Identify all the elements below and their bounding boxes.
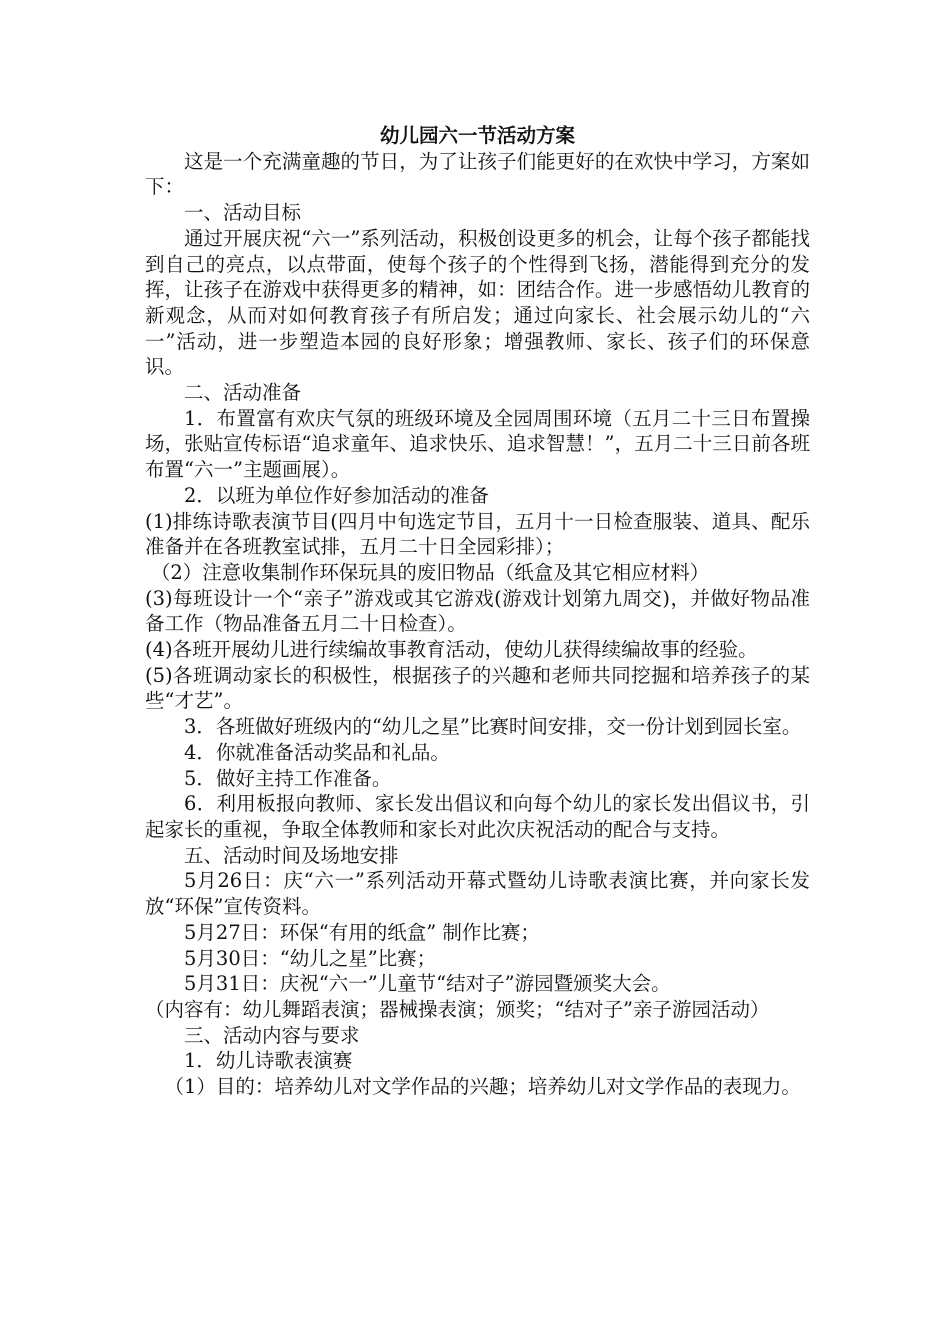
document-body (145, 123, 810, 1100)
paragraph-list (145, 149, 810, 1100)
document-title: 幼儿园六一节活动方案 (379, 124, 575, 147)
paragraph: 4．你就准备活动奖品和礼品。 (184, 740, 450, 764)
paragraph: 通过开展庆祝“六一”系列活动，积极创设更多的机会，让每个孩子都能找到自己的亮点，以点带面，使每个孩子的个性得到飞扬，潜能得到充分的发挥，让孩子在游戏中获得更多的精神，如：团结合作。进一步感悟幼儿教育的新观念，从而对如何教育孩子有所启发；通过向家长、社会展示幼儿的“六一”活动，进一步塑造本园的良好形象；增强教师、家长、孩子们的环保意识。 (145, 226, 810, 379)
paragraph: 这是一个充满童趣的节日，为了让孩子们能更好的在欢快中学习，方案如下： (145, 149, 810, 199)
paragraph: (1)排练诗歌表演节目(四月中旬选定节目，五月十一日检查服装、道具、配乐准备并在各班教室试排，五月二十日全园彩排）； (145, 509, 810, 559)
paragraph: (5)各班调动家长的积极性，根据孩子的兴趣和老师共同挖掘和培养孩子的某些“才艺”。 (145, 663, 810, 713)
paragraph: 1．布置富有欢庆气氛的班级环境及全园周围环境（五月二十三日布置操场，张贴宣传标语“追求童年、追求快乐、追求智慧！”，五月二十三日前各班布置“六一”主题画展）。 (145, 406, 810, 482)
paragraph: 5月30日：“幼儿之星”比赛； (184, 946, 437, 970)
paragraph: 5月26日：庆“六一”系列活动开幕式暨幼儿诗歌表演比赛，并向家长发放“环保”宣传资料。 (145, 869, 810, 919)
paragraph: 三、活动内容与要求 (184, 1023, 360, 1047)
paragraph: (3)每班设计一个“亲子”游戏或其它游戏(游戏计划第九周交)，并做好物品准备工作（物品准备五月二十日检查）。 (145, 586, 810, 636)
paragraph: 5月27日：环保“有用的纸盒” 制作比赛； (184, 920, 540, 944)
paragraph: 5．做好主持工作准备。 (184, 766, 392, 790)
paragraph: 1．幼儿诗歌表演赛 (184, 1049, 353, 1073)
paragraph: (4)各班开展幼儿进行续编故事教育活动，使幼儿获得续编故事的经验。 (145, 638, 758, 662)
paragraph: （1）目的：培养幼儿对文学作品的兴趣；培养幼儿对文学作品的表现力。 (164, 1075, 801, 1099)
paragraph: 5月31日：庆祝“六一”儿童节“结对子”游园暨颁奖大会。 (184, 972, 671, 996)
paragraph: （2）注意收集制作环保玩具的废旧物品（纸盒及其它相应材料） (150, 560, 710, 584)
paragraph: （内容有：幼儿舞蹈表演；器械操表演；颁奖；“结对子”亲子游园活动） (145, 997, 770, 1021)
paragraph: 二、活动准备 (184, 381, 302, 405)
paragraph: 五、活动时间及场地安排 (184, 843, 399, 867)
paragraph: 一、活动目标 (184, 201, 302, 225)
paragraph: 2．以班为单位作好参加活动的准备 (184, 483, 489, 507)
paragraph: 3．各班做好班级内的“幼儿之星”比赛时间安排，交一份计划到园长室。 (184, 715, 802, 739)
paragraph: 6．利用板报向教师、家长发出倡议和向每个幼儿的家长发出倡议书，引起家长的重视，争取全体教师和家长对此次庆祝活动的配合与支持。 (145, 792, 810, 841)
